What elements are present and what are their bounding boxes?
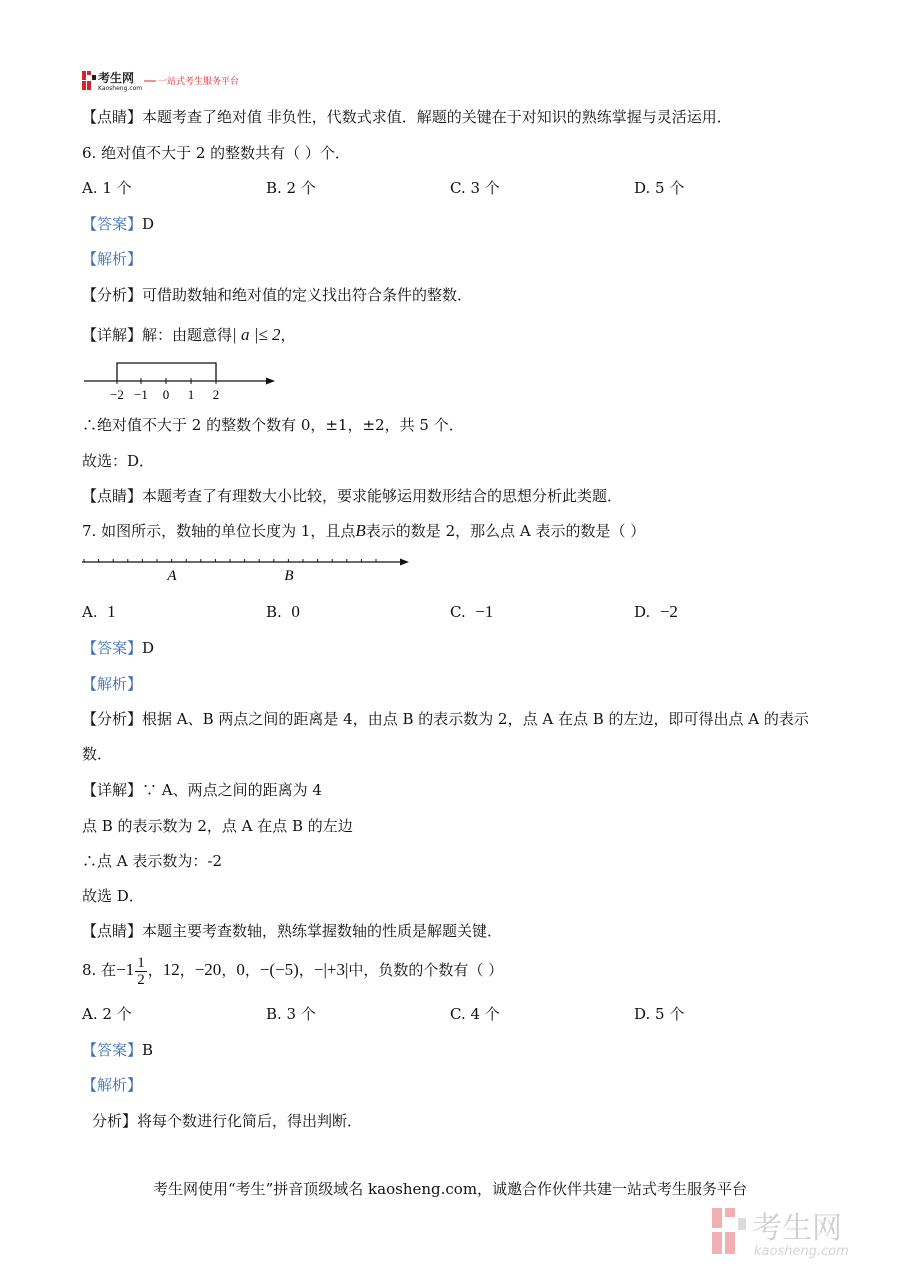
q7-detail [82, 779, 322, 800]
answer-value: D [142, 639, 155, 657]
q8-option-b: B. 3 个 [266, 1005, 316, 1023]
q5-note [82, 106, 732, 127]
q8-answer [82, 1039, 153, 1060]
q6-number-line [82, 358, 282, 404]
answer-value: D [142, 215, 155, 233]
q7-option-c: C. −1 [450, 602, 494, 621]
logo-sub: Kaosheng.com [98, 85, 143, 92]
answer-tag: 【答案】 [82, 1041, 143, 1059]
q7-detail-line-2: 点 B 的表示数为 2，点 A 在点 B 的左边 [82, 817, 353, 835]
note-tag: 【点睛】 [82, 922, 143, 940]
number-neg-neg5: −(−5) [259, 960, 299, 979]
analysis-tag: 【分析】 [82, 710, 143, 728]
q6-detail [82, 324, 295, 345]
tick-label: −2 [110, 387, 124, 402]
tick-label: 1 [187, 387, 195, 402]
q7-answer [82, 637, 154, 658]
number-12: 12 [162, 960, 180, 979]
tick-label: 0 [162, 387, 170, 402]
watermark-text: 考生网 [752, 1211, 842, 1246]
detail-tag: 【详解】 [82, 326, 143, 344]
q7-ticks [84, 559, 376, 562]
answer-tag: 【答案】 [82, 639, 143, 657]
q7-option-d: D. −2 [634, 602, 678, 621]
kaosheng-watermark [712, 1204, 882, 1260]
q7-label-b: B [284, 568, 294, 584]
q7-number-line [82, 552, 412, 586]
q7-choose: 故选 D． [82, 887, 144, 905]
note-tag: 【点睛】 [82, 108, 143, 126]
q7-stem [82, 520, 645, 541]
q7-detail-line-3: ∴点 A 表示数为：-2 [82, 852, 222, 870]
note-text: 本题主要考查数轴，熟练掌握数轴的性质是解题关键． [142, 922, 503, 940]
tick-label: −1 [134, 387, 148, 402]
page-footer: 考生网使用“考生”拼音顶级域名 kaosheng.com，诚邀合作伙伴共建一站式考生服务平台 [152, 1180, 748, 1198]
detail-prefix: 解：由题意得 [142, 326, 233, 344]
q6-option-c: C. 3 个 [450, 179, 500, 197]
stem-after: 表示的数是 2，那么点 A 表示的数是（ ） [365, 522, 646, 540]
tick-label: 2 [212, 387, 220, 402]
note-text: 本题考查了绝对值 非负性，代数式求值．解题的关键在于对知识的熟练掌握与灵活运用． [142, 108, 732, 126]
number-neg20: −20 [194, 960, 222, 979]
q7-option-b: B. 0 [266, 602, 300, 621]
kaosheng-logo [82, 70, 262, 92]
stem-end: 中，负数的个数有（ ） [348, 961, 504, 979]
q8-stem: 8. 在−1 $\frac{1}{2}$ ，12，−20，0，−(−5)，−|+3|中，负数的个数有（ ） [82, 954, 504, 988]
detail-math: | a |≤ 2 [232, 325, 281, 344]
stem-before: 7. 如图所示，数轴的单位长度为 1，且点 [82, 522, 356, 540]
q6-analysis [82, 284, 472, 305]
q7-note [82, 920, 502, 941]
detail-suffix: ， [280, 326, 296, 344]
q8-jiexi: 【解析】 [82, 1076, 143, 1094]
q6-option-d: D. 5 个 [634, 179, 685, 197]
q6-answer [82, 213, 154, 234]
q6-option-b: B. 2 个 [266, 179, 316, 197]
analysis-tag: 【分析】 [82, 286, 143, 304]
analysis-text: 可借助数轴和绝对值的定义找出符合条件的整数． [142, 286, 473, 304]
number-neg-abs3: −|+3| [313, 960, 349, 979]
note-tag: 【点睛】 [82, 487, 143, 505]
q6-note [82, 485, 622, 506]
number-mixed: −1 $\frac{1}{2}$ [116, 954, 145, 988]
answer-tag: 【答案】 [82, 215, 143, 233]
q8-option-c: C. 4 个 [450, 1005, 500, 1023]
watermark-sub: kaosheng.com [754, 1244, 849, 1259]
q7-label-a: A [167, 568, 177, 584]
stem-num: 8. 在 [82, 961, 117, 979]
q7-option-a: A. 1 [82, 602, 116, 621]
q6-stem: 6. 绝对值不大于 2 的整数共有（ ）个． [82, 144, 350, 162]
q8-option-d: D. 5 个 [634, 1005, 685, 1023]
q6-option-a: A. 1 个 [82, 179, 132, 197]
analysis-text: 根据 A、B 两点之间的距离是 4，由点 B 的表示数为 2，点 A 在点 B 的左边，即可得出点 A 的表示 [142, 710, 809, 728]
q7-jiexi: 【解析】 [82, 675, 143, 693]
q8-analysis: 分析】将每个数进行化简后，得出判断． [92, 1112, 363, 1130]
detail-line-1: ∵ A、两点之间的距离为 4 [142, 781, 322, 799]
detail-tag: 【详解】 [82, 781, 143, 799]
answer-value: B [142, 1041, 154, 1059]
q8-option-a: A. 2 个 [82, 1005, 132, 1023]
note-text: 本题考查了有理数大小比较，要求能够运用数形结合的思想分析此类题． [142, 487, 623, 505]
q6-choose: 故选：D． [82, 452, 155, 470]
number-0: 0 [236, 960, 245, 979]
q6-jiexi: 【解析】 [82, 250, 143, 268]
q7-analysis [82, 708, 809, 729]
q7-analysis-cont: 数． [82, 745, 113, 763]
stem-point-b: B [355, 521, 366, 540]
logo-slogan: 一站式考生服务平台 [158, 77, 240, 87]
logo-text: 考生网 [98, 71, 135, 85]
q6-conclusion: ∴绝对值不大于 2 的整数个数有 0，±1，±2，共 5 个． [82, 416, 464, 434]
